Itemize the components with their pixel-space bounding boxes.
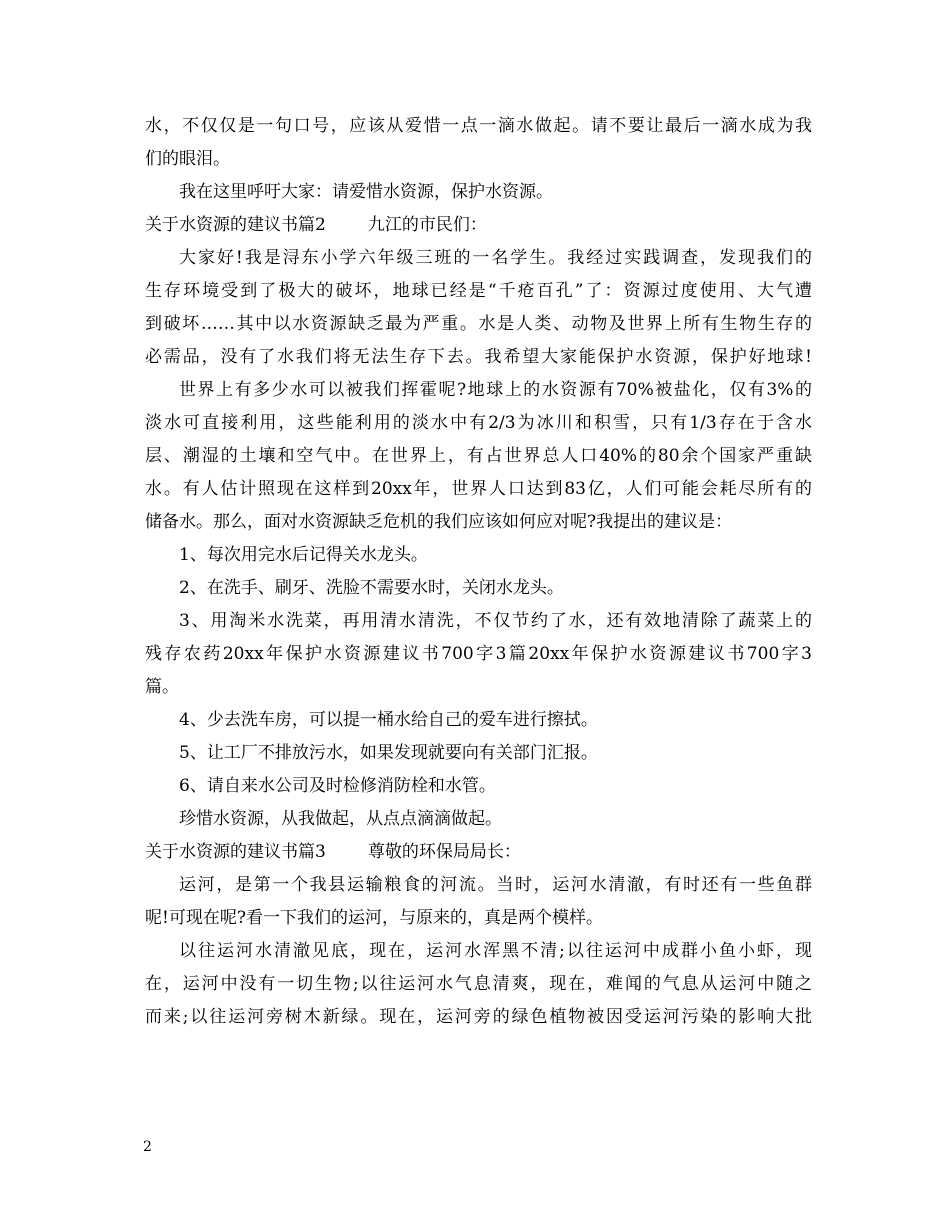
section-heading-line	[145, 209, 812, 242]
salutation: 九江的市民们：	[367, 215, 487, 235]
text-line: 运河，是第一个我县运输粮食的河流。当时，运河水清澈，有时还有一些鱼群	[179, 875, 812, 895]
text-line: 到破坏……其中以水资源缺乏最为严重。水是人类、动物及世界上所有生物生存的	[145, 314, 812, 334]
section-heading: 关于水资源的建议书篇3	[145, 842, 326, 862]
text-line: 大家好!我是浔东小学六年级三班的一名学生。我经过实践调查，发现我们的	[179, 248, 812, 268]
text-line: 我在这里呼吁大家：请爱惜水资源，保护水资源。	[179, 182, 553, 202]
text-line: 水。有人估计照现在这样到20xx年，世界人口达到83亿，人们可能会耗尽所有的	[145, 479, 812, 499]
page-number: 2	[143, 1139, 152, 1155]
text-line: 水，不仅仅是一句口号，应该从爱惜一点一滴水做起。请不要让最后一滴水成为我	[145, 116, 812, 136]
salutation: 尊敬的环保局局长：	[367, 842, 521, 862]
list-item: 2、在洗手、刷牙、洗脸不需要水时，关闭水龙头。	[179, 578, 564, 598]
text-line: 呢!可现在呢?看一下我们的运河，与原来的，真是两个模样。	[145, 908, 603, 928]
list-item: 6、请自来水公司及时检修消防栓和水管。	[179, 776, 496, 796]
text-line: 储备水。那么，面对水资源缺乏危机的我们应该如何应对呢?我提出的建议是：	[145, 512, 733, 532]
text-line: 在，运河中没有一切生物;以往运河水气息清爽，现在，难闻的气息从运河中随之	[145, 974, 812, 994]
list-item: 5、让工厂不排放污水，如果发现就要向有关部门汇报。	[179, 743, 598, 763]
text-line: 生存环境受到了极大的破坏，地球已经是“千疮百孔”了：资源过度使用、大气遭	[145, 281, 812, 301]
list-item: 3、用淘米水洗菜，再用清水清洗，不仅节约了水，还有效地清除了蔬菜上的	[179, 611, 812, 631]
text-line: 世界上有多少水可以被我们挥霍呢?地球上的水资源有70%被盐化，仅有3%的	[179, 380, 812, 400]
text-line: 必需品，没有了水我们将无法生存下去。我希望大家能保护水资源，保护好地球!	[145, 347, 812, 367]
text-line: 们的眼泪。	[145, 149, 230, 169]
list-item: 4、少去洗车房，可以提一桶水给自己的爱车进行擦拭。	[179, 710, 598, 730]
list-item: 1、每次用完水后记得关水龙头。	[179, 545, 428, 565]
text-line: 层、潮湿的土壤和空气中。在世界上，有占世界总人口40%的80余个国家严重缺	[145, 446, 812, 466]
document-body	[145, 110, 812, 1034]
text-line: 残存农药20xx年保护水资源建议书700字3篇20xx年保护水资源建议书700字3	[145, 644, 812, 664]
text-line: 淡水可直接利用，这些能利用的淡水中有2/3为冰川和积雪，只有1/3存在于含水	[145, 413, 812, 433]
section-heading-line	[145, 836, 812, 869]
text-line: 珍惜水资源，从我做起，从点点滴滴做起。	[179, 809, 502, 829]
text-line: 篇。	[145, 677, 179, 697]
text-line: 以往运河水清澈见底，现在，运河水浑黑不清;以往运河中成群小鱼小虾，现	[179, 941, 812, 961]
section-heading: 关于水资源的建议书篇2	[145, 215, 326, 235]
text-line: 而来;以往运河旁树木新绿。现在，运河旁的绿色植物被因受运河污染的影响大批	[145, 1007, 812, 1027]
